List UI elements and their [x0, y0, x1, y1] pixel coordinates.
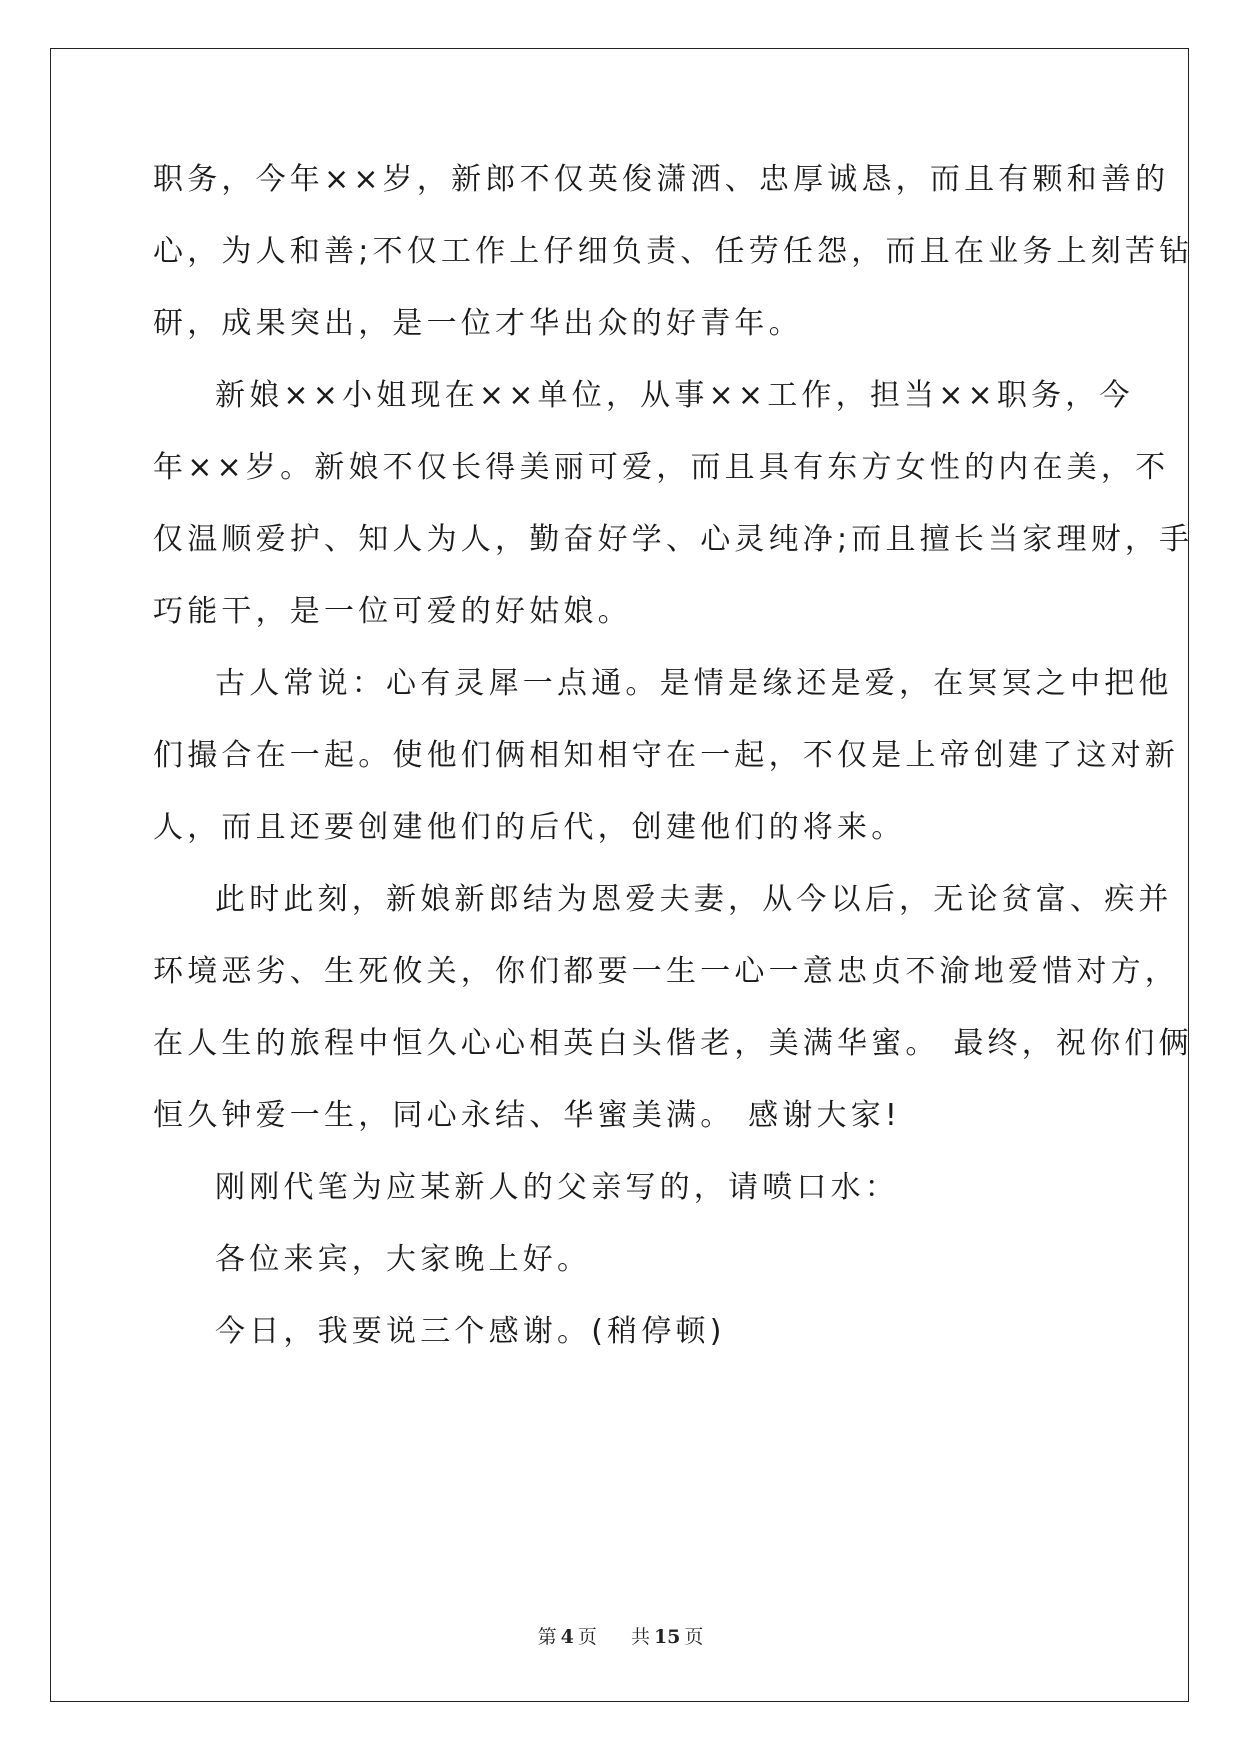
text-line: 此时此刻，新娘新郎结为恩爱夫妻，从今以后，无论贫富、疾并 — [215, 882, 1173, 917]
page-number-prefix: 第 — [537, 1626, 557, 1648]
text-line: 今日，我要说三个感谢。(稍停顿) — [215, 1314, 726, 1349]
page-number-suffix: 页 — [577, 1626, 597, 1648]
text-line: 仅温顺爱护、知人为人，勤奋好学、心灵纯净;而且擅长当家理财，手 — [153, 522, 1194, 557]
text-line: 刚刚代笔为应某新人的父亲写的，请喷口水： — [215, 1170, 899, 1205]
page-number: 4 — [560, 1626, 574, 1648]
text-line: 心，为人和善;不仅工作上仔细负责、任劳任怨，而且在业务上刻苦钻 — [153, 234, 1194, 269]
text-line: 环境恶劣、生死攸关，你们都要一生一心一意忠贞不渝地爱惜对方， — [153, 954, 1179, 989]
page-border — [50, 48, 1189, 1702]
text-line: 年××岁。新娘不仅长得美丽可爱，而且具有东方女性的内在美，不 — [153, 450, 1170, 485]
text-line: 人，而且还要创建他们的后代，创建他们的将来。 — [153, 810, 906, 845]
text-line: 巧能干，是一位可爱的好姑娘。 — [153, 594, 632, 629]
text-line: 职务，今年××岁，新郎不仅英俊潇洒、忠厚诚恳，而且有颗和善的 — [153, 162, 1170, 197]
text-line: 恒久钟爱一生，同心永结、华蜜美满。 感谢大家! — [153, 1098, 902, 1133]
total-pages-suffix: 页 — [684, 1626, 704, 1648]
text-line: 新娘××小姐现在××单位，从事××工作，担当××职务，今 — [215, 378, 1134, 413]
text-line: 在人生的旅程中恒久心心相英白头偕老，美满华蜜。 最终，祝你们俩 — [153, 1026, 1193, 1061]
text-line: 古人常说：心有灵犀一点通。是情是缘还是爱，在冥冥之中把他 — [215, 666, 1173, 701]
text-line: 各位来宾，大家晚上好。 — [215, 1242, 592, 1277]
text-line: 研，成果突出，是一位才华出众的好青年。 — [153, 306, 803, 341]
total-pages: 15 — [653, 1626, 681, 1648]
page-footer — [0, 1622, 1241, 1649]
text-line: 们撮合在一起。使他们俩相知相守在一起，不仅是上帝创建了这对新 — [153, 738, 1179, 773]
total-pages-prefix: 共 — [630, 1626, 650, 1648]
